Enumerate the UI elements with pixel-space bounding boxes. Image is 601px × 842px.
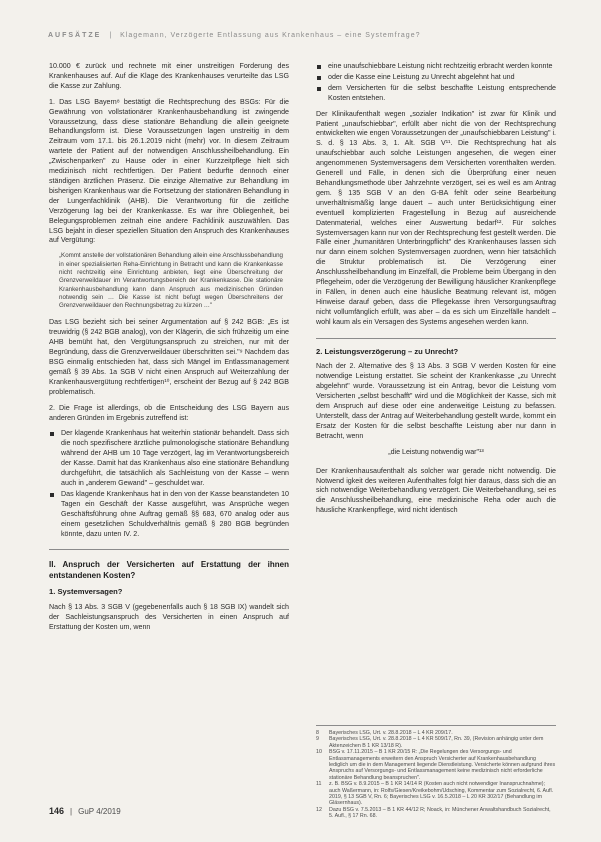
paragraph-necessity: Der Krankenhausaufenthalt als solcher war gerade nicht notwendig. Die Notwend igkeit des weiteren Aufenthaltes folgt hier daraus, dass sich die an sich notwendige Weiterbehandlung verzögert. Die Weiterbehandlung, sei es die Anschlussheilbehandlung, eine medizinische Reha oder auch die häusliche Krankenpflege, wird nicht identisch — [316, 466, 556, 515]
section-heading: II. Anspruch der Versicherten auf Erstattung der ihnen entstandenen Kosten? — [49, 560, 289, 580]
footnote-text: Bayerisches LSG, Urt. v. 28.8.2018 – L 4 KR 209/17. — [329, 730, 453, 736]
footnote-text: Bayerisches LSG, Urt. v. 28.8.2018 – L 4 KR 509/17, Rn. 39, (Revision anhängig unter dem Aktenzeichen B 1 KR 13/18 R). — [329, 736, 544, 749]
running-header — [48, 32, 420, 39]
paragraph-bgb-242: Das LSG bezieht sich bei seiner Argumentation auf § 242 BGB: „Es ist treuwidrig (§ 242 BGB analog), von der Klägerin, die sich frühzeitig um eine AHB bemüht hat, den Vergütungsanspruch zu streichen, nur mit der Begründung, dass die Grenzverweildauer überschritten sei."⁹ Nachdem das BSG einmalig entschieden hat, dass sich Mängel im Entlassmanagement gemäß § 39 Abs. 1a SGB V nicht einen Anspruch auf Weiterzahlung der Krankenhausvergütung rechtfertigen¹⁰, erscheint der Bezug auf § 242 BGB problematisch. — [49, 318, 289, 396]
paragraph-intro: 10.000 € zurück und rechnete mit einer unstreitigen Forderung des Krankenhauses auf. Auf die Klage des Krankenhauses verurteilte das LSG die Kasse zur Zahlung. — [49, 62, 289, 90]
list-item: dem Versicherten für die selbst beschaffte Leistung entsprechende Kosten entstehen. — [328, 83, 556, 102]
page-number: 146 — [49, 806, 65, 816]
paragraph-sgb-v: Nach § 13 Abs. 3 SGB V (gegebenenfalls auch § 18 SGB IX) wandelt sich der Sachleistungsanspruch des Versicherten in einen Anspruch auf Erstattung der Kosten um, wenn — [49, 603, 289, 632]
page-footer — [49, 806, 121, 816]
list-item: eine unaufschiebbare Leistung nicht rechtzeitig erbracht werden konnte — [328, 62, 556, 72]
footnote — [316, 749, 556, 781]
list-item: Das klagende Krankenhaus hat in den von der Kasse beanstandeten 10 Tagen ein Geschäft der Kasse ausgeführt, was Ansprüche wegen Geschäftsführung ohne Auftrag gemäß §§ 683, 670 analog oder aus einem gesetzlichen Schuldverhältnis gemäß § 280 BGB begründen könnte, dazu unten IV. 2. — [61, 489, 289, 538]
header-separator: | — [109, 32, 113, 39]
article-running-title: Klagemann, Verzögerte Entlassung aus Krankenhaus – eine Systemfrage? — [120, 32, 421, 39]
section-divider — [49, 549, 289, 550]
footnote-number: 10 — [316, 749, 322, 756]
footer-separator: | — [70, 807, 73, 816]
footnote — [316, 807, 556, 820]
footnote — [316, 736, 556, 749]
subsection-heading: 1. Systemversagen? — [49, 587, 123, 597]
footnote — [316, 781, 556, 807]
section-divider — [316, 338, 556, 339]
list-item: Der klagende Krankenhaus hat weiterhin stationär behandelt. Dass sich die noch spezifischere ärztliche pulmonologische stationäre Behandlung während der AHB um 10 Tage verzögert, lag im Verantwortungsbereich der Kasse. Damit hat das Krankenhaus also eine stationäre Behandlung durchgeführt, die tatsächlich als Sachleistung von der Kasse – wenn auch in „anderem Gewand" – geschuldet war. — [61, 429, 289, 487]
left-column — [49, 62, 289, 639]
paragraph-social-indication: Der Klinikaufenthalt wegen „sozialer Indikation" ist zwar für Klinik und Patient „unaufschiebbar", erfüllt aber nicht die von der Rechtsprechung entwickelten wie engen Voraussetzungen der „unaufschiebbaren Leistung" i. S. d. § 13 Abs. 3, 1. Alt. SGB V¹¹. Die Rechtsprechung hat als unaufschiebbar auch solche Leistungen angesehen, die wegen einer angenommenen Systemversagens dem Versicherten vorenthalten werden. Generell und Fälle, in denen sich die Überprüfung einer neuen Behandlungsmethode über Jahrzehnte verzögert, sei es weil es am Antrag gem. § 135 SGB V an den G-BA fehlt oder seine Bearbeitung unverhältnismäßig lange dauert – auch unter Berücksichtigung einer eventuell komplizierten Fragestellung in Bezug auf ausreichende Datenmaterial, welches einer Auswertung bedarf¹². Für solches Systemversagen kann nur von der Rechtsprechung fest gestellt werden. Die Fälle einer „humanitären Unterbringpflicht" des Krankenhauses lassen sich nur dann einem solchen Systemversagen zuordnen, wenn hier tatsächlich die Struktur problematisch ist. Die Verzögerung einer Anschlussheilbehandlung im Einzelfall, die Probleme beim Übergang in den Pflegeheim, oder die Verzögerung der Bewilligung häuslicher Krankenpflege in Fällen, in denen auch eine häusliche Beatmung relevant ist, mögen Hinweise darauf geben, dass die Pflegekasse ihren Versorgungsauftrag nicht vollumfänglich erfüllt, was aber – da es sich um Einzelfälle handelt – wohl kaum als ein Versagen des Systems angesehen werden kann. — [316, 109, 556, 326]
journal-issue: GuP 4/2019 — [78, 807, 121, 816]
footnote-text: z. B. BSG v. 8.9.2015 – B 1 KR 14/14 R (Kosten auch nicht notwendiger Inanspruchnahme); auch Waßermann, in: Rolfs/Giesen/Kreikebohm/Udsching, Kommentar zum Sozialrecht, 6. Aufl. 2019, § 13 SGB V, Rn. 6; Bayerisches LSG v. 16.5.2018 – L 20 KR 302/17 (Behandlung im Gläsernhaus). — [329, 781, 554, 807]
section-label: AUFSÄTZE — [48, 32, 102, 39]
subsection-heading: 2. Leistungsverzögerung – zu Unrecht? — [316, 346, 459, 356]
footnote-number: 11 — [316, 781, 322, 788]
condition-list — [316, 62, 556, 104]
footnotes — [316, 725, 556, 820]
paragraph-lsg-bayern: 1. Das LSG Bayern⁸ bestätigt die Rechtsprechung des BSGs: Für die Gewährung von vollstationärer Krankenhausbehandlung ist zwingende Voraussetzung, dass diese stationäre Behandlung die allein geeignete Behandlungsform ist. Diese Voraussetzungen lagen unstreitig in dem Zeitraum vom 17.1. bis 26.1.2019 nicht (mehr) vor. In diesem Zeitraum wartete der Patient auf der notwendigen Anschlussheilbehandlung. Ein „Zwischenparken" zu Hause oder in einer Kurzzeitpflege hielt sich medizinisch nicht rechtfertigen. Der Patient bedurfte dennoch einer ständigen ärztlichen Präsenz. Die einzige Alternative zur Behandlung im bisherigen Krankenhaus war die Fortsetzung der stationären Behandlung in der Lungenfachklinik (AHB). Die Verantwortung für die zeitliche Verzögerung lag bei der Krankenkasse. Es war ihre Obliegenheit, bei Belegungsproblemen zeitnah eine andere Fachklinik auszuwählen. Das LSG bejaht in dieser speziellen Situation den Anspruch des Krankenhauses auf Vergütung: — [49, 97, 289, 245]
right-column — [316, 62, 556, 522]
court-quote: „Kommt anstelle der vollstationären Behandlung allein eine Anschlussbehandlung in einer spezialisierten Reha-Einrichtung in Betracht und kann die Krankenkasse nicht rechtzeitig eine Einrichtung anbieten, liegt eine Überschreitung der Grenzverweildauer im Verantwortungsbereich der Krankenkasse. Die stationäre Krankenhausbehandlung kann dann Anspruch aus medizinischen Gründen notwendig sein … Die Kasse ist nicht befugt wegen Überschreitens der Grenzverweildauer den Rechnungsbetrag zu kürzen …" — [59, 252, 283, 310]
footnote-text: Dazu BSG v. 7.5.2013 – B 1 KR 44/12 R; Noack, in: Münchener Anwaltshandbuch Sozialrecht, 5. Aufl., § 17 Rn. 68. — [329, 806, 551, 820]
footnote-text: BSG v. 17.11.2015 – B 1 KR 20/15 R: „Die Regelungen des Versorgungs- und Entlassmanagements erweitern den Anspruch Versicherter auf Krankenhausbehandlung lediglich um die in dem Management liegende Dienstleistung. Versicherte können aufgrund ihres Anspruchs auf Versorgungs- und Entlassmanagement keine medizinisch nicht erforderliche stationäre Behandlung beanspruchen". — [329, 749, 556, 781]
list-item: oder die Kasse eine Leistung zu Unrecht abgelehnt hat und — [328, 73, 556, 83]
argument-list — [49, 429, 289, 539]
footnote-number: 9 — [316, 736, 319, 743]
paragraph-question: 2. Die Frage ist allerdings, ob die Entscheidung des LSG Bayern aus anderen Gründen im Ergebnis zutreffend ist: — [49, 403, 289, 422]
centered-quote: „die Leistung notwendig war"¹³ — [388, 447, 484, 456]
footnote-number: 8 — [316, 730, 319, 736]
footnote-number: 12 — [316, 806, 322, 813]
paragraph-alternative: Nach der 2. Alternative des § 13 Abs. 3 SGB V werden Kosten für eine notwendige Leistung erstattet. Sie scheint der Krankenkasse „zu Unrecht abgelehnt" wurde. Voraussetzung ist ein Antrag, bevor die Leistung vom Versicherten „selbst beschafft" wird und die Möglichkeit der Kasse, sich mit dem Anspruch auf diese oder eine anderweitige Leistung zu befassen. Unterstellt, dass der Antrag auf Weiterbehandlung gestellt wurde, kommt ein Ersatz der Kosten für die selbst beschaffte Leistung aber nur dann in Betracht, wenn — [316, 362, 556, 440]
